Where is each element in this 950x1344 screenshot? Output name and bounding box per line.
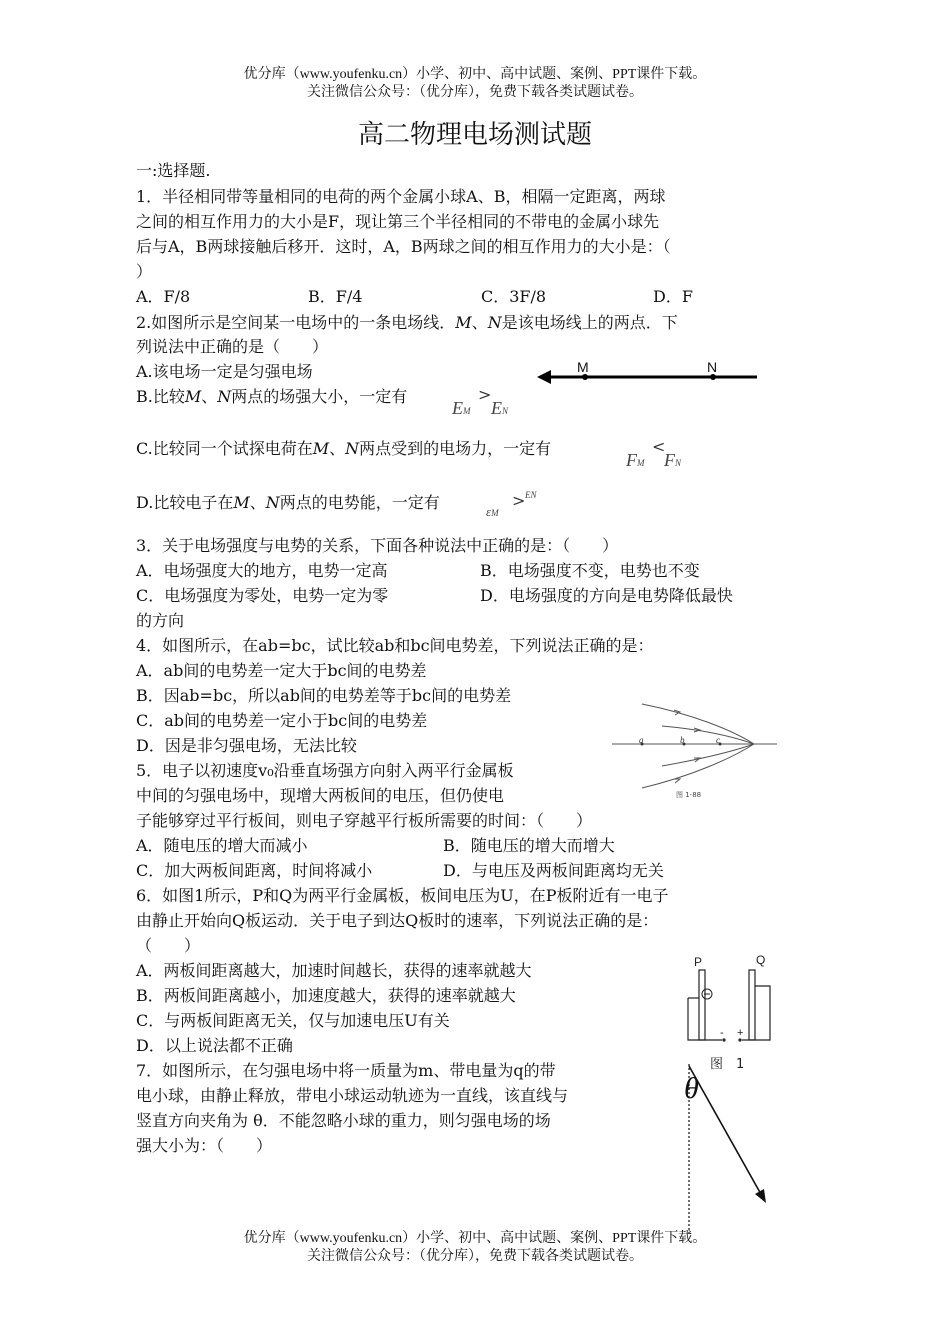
- terminal-minus-label: -: [720, 1027, 724, 1039]
- q2-d-eps-sub: M: [491, 508, 499, 518]
- plate-q-label: Q: [756, 953, 766, 967]
- q3-option-c: C．电场强度为零处，电势一定为零: [136, 586, 389, 605]
- plate-p: [699, 970, 705, 1040]
- q1-option-a: A．F/8: [136, 287, 191, 306]
- q2-option-d: [136, 492, 440, 514]
- page-header-line1: 优分库（www.youfenku.cn）小学、初中、高中试题、案例、PPT课件下载。: [243, 67, 707, 82]
- wire-right: [742, 986, 770, 1040]
- q2-d-mid: 两点的电势能，一定有: [279, 493, 440, 512]
- q7-line1: 7．如图所示，在匀强电场中将一质量为m、带电量为q的带: [136, 1061, 556, 1080]
- q1-line1: 1．半径相同带等量相同的电荷的两个金属小球A、B，相隔一定距离，两球: [136, 187, 666, 206]
- q3-option-a: A．电场强度大的地方，电势一定高: [136, 561, 388, 580]
- page-header-line2: 关注微信公众号：（优分库），免费下载各类试题试卷。: [307, 85, 643, 100]
- q3-option-d: D．电场强度的方向是电势降低最快: [480, 586, 733, 605]
- q5-option-d: D．与电压及两板间距离均无关: [443, 861, 664, 880]
- q1-line2: 之间的相互作用力的大小是F，现让第三个半径相同的不带电的金属小球先: [136, 212, 660, 231]
- q5-line1: 5．电子以初速度v₀沿垂直场强方向射入两平行金属板: [136, 761, 514, 780]
- q2-c-fn: [664, 450, 681, 471]
- q7-line3: 竖直方向夹角为 θ．不能忽略小球的重力，则匀强电场的场: [136, 1111, 551, 1130]
- q5-line2: 中间的匀强电场中，现增大两板间的电压，但仍使电: [136, 786, 505, 805]
- q6-option-a: A．两板间距离越大，加速时间越长，获得的速率就越大: [136, 961, 532, 980]
- q4-line1: 4．如图所示，在ab=bc，试比较ab和bc间电势差，下列说法正确的是：: [136, 636, 654, 655]
- q2-d-eps-m: [486, 504, 499, 520]
- q2-d-en-sub: N: [530, 490, 537, 500]
- q2-c-n: N: [345, 439, 360, 458]
- field-line-figure: [535, 355, 765, 395]
- q5-option-a: A．随电压的增大而减小: [136, 836, 308, 855]
- q2-b-en-sub: N: [502, 406, 509, 416]
- q5-line3: 子能够穿过平行板间，则电子穿越平行板所需要的时间：（ ）: [136, 811, 593, 830]
- figure-label-a: a: [639, 735, 644, 745]
- q2-b-en: [491, 398, 508, 419]
- q2-d-greater-than: >: [512, 491, 526, 510]
- q5-option-c: C．加大两板间距离，时间将减小: [136, 861, 373, 880]
- q1-option-c: C．3F/8: [481, 287, 547, 306]
- q2-line2: 列说法中正确的是（ ）: [136, 337, 329, 356]
- q7-line4: 强大小为：（ ）: [136, 1136, 273, 1155]
- q4-option-a: A．ab间的电势差一定大于bc间的电势差: [136, 661, 427, 680]
- arrow-bottom: [674, 779, 680, 783]
- q2-line1-post: 是该电场线上的两点．下: [501, 313, 678, 332]
- q4-option-d: D．因是非匀强电场，无法比较: [136, 736, 357, 755]
- q1-option-d: D．F: [653, 287, 693, 306]
- q1-line3: 后与A，B两球接触后移开．这时，A，B两球之间的相互作用力的大小是：（: [136, 237, 671, 256]
- terminal-plus-label: +: [737, 1027, 744, 1039]
- q2-line1-n: N: [487, 313, 502, 332]
- q2-c-fm-sub: M: [637, 458, 645, 468]
- page-footer-line2: 关注微信公众号：（优分库），免费下载各类试题试卷。: [307, 1249, 643, 1264]
- q6-line3: （ ）: [136, 936, 201, 955]
- q2-c-fm: [626, 450, 645, 471]
- q2-d-en-letter: E: [525, 490, 531, 500]
- q2-line1: [136, 312, 678, 334]
- q2-line1-pre: 2.如图所示是空间某一电场中的一条电场线．: [136, 313, 456, 332]
- plate-q: [749, 970, 755, 1040]
- q2-b-n: N: [217, 387, 232, 406]
- q2-b-sep: 、: [201, 387, 218, 406]
- figure-label-m: M: [577, 359, 589, 375]
- q6-option-c: C．与两板间距离无关，仅与加速电压U有关: [136, 1011, 450, 1030]
- q6-line2: 由静止开始向Q板运动．关于电子到达Q板时的速率，下列说法正确的是：: [136, 911, 659, 930]
- q2-c-fn-sub: N: [675, 458, 682, 468]
- q1-option-b: B．F/4: [308, 287, 363, 306]
- q2-b-em: [452, 398, 471, 419]
- figure-label-c: c: [716, 735, 720, 745]
- figure-label-n: N: [707, 359, 718, 375]
- q2-option-c: [136, 438, 551, 460]
- q2-b-pre: B.比较: [136, 387, 185, 406]
- q2-c-m: M: [312, 439, 330, 458]
- q2-option-a: A.该电场一定是匀强电场: [136, 362, 313, 381]
- q2-b-e-sub: M: [463, 406, 471, 416]
- q2-d-en: [525, 490, 537, 500]
- page-footer-line1: 优分库（www.youfenku.cn）小学、初中、高中试题、案例、PPT课件下载。: [243, 1231, 707, 1246]
- q5-option-b: B．随电压的增大而增大: [443, 836, 615, 855]
- q2-b-en-letter: E: [491, 398, 502, 418]
- field-line-lower: [662, 744, 754, 766]
- field-line-upper: [662, 726, 754, 744]
- q2-d-eps-letter: ε: [486, 504, 492, 519]
- q6-line1: 6．如图1所示，P和Q为两平行金属板，板间电压为U，在P板附近有一电子: [136, 886, 669, 905]
- theta-label: θ: [684, 1072, 699, 1105]
- q4-option-c: C．ab间的电势差一定小于bc间的电势差: [136, 711, 428, 730]
- q2-c-fn-letter: F: [664, 450, 675, 470]
- field-line-bottom: [642, 744, 754, 788]
- trajectory-line: [689, 1066, 762, 1196]
- q2-c-mid: 两点受到的电场力，一定有: [359, 439, 552, 458]
- q2-d-sep: 、: [249, 493, 266, 512]
- q2-b-e-letter: E: [452, 398, 463, 418]
- q4-option-b: B．因ab=bc，所以ab间的电势差等于bc间的电势差: [136, 686, 512, 705]
- q6-option-d: D．以上说法都不正确: [136, 1036, 293, 1055]
- q2-b-greater-than: >: [478, 385, 492, 404]
- section-heading: 一:选择题.: [136, 161, 211, 180]
- figure-caption: 图 1-88: [676, 791, 702, 799]
- q1-line4: ）: [136, 262, 153, 281]
- field-line-arrowhead: [537, 370, 551, 384]
- q2-d-m: M: [233, 493, 250, 512]
- figure-1-caption: 图 1: [710, 1057, 745, 1072]
- q2-option-b: [136, 386, 407, 408]
- q2-b-mid: 两点的场强大小，一定有: [231, 387, 408, 406]
- q2-line1-sep: 、: [471, 313, 488, 332]
- q2-b-m: M: [184, 387, 202, 406]
- q7-line2: 电小球，由静止释放，带电小球运动轨迹为一直线，该直线与: [136, 1086, 569, 1105]
- q2-c-pre: C.比较同一个试探电荷在: [136, 439, 313, 458]
- q3-line4: 的方向: [136, 611, 185, 630]
- q6-option-b: B．两板间距离越小，加速度越大，获得的速率就越大: [136, 986, 516, 1005]
- figure-label-b: b: [680, 735, 685, 745]
- q2-c-sep: 、: [329, 439, 346, 458]
- q2-c-fm-letter: F: [626, 450, 637, 470]
- field-line-top: [642, 704, 754, 744]
- q3-line1: 3．关于电场强度与电势的关系，下面各种说法中正确的是：（ ）: [136, 536, 619, 555]
- q2-c-less-than: <: [652, 437, 666, 456]
- plate-p-label: P: [694, 955, 703, 969]
- q2-d-n: N: [265, 493, 280, 512]
- q2-d-pre: D.比较电子在: [136, 493, 234, 512]
- q3-option-b: B．电场强度不变，电势也不变: [480, 561, 700, 580]
- q2-line1-m: M: [455, 313, 472, 332]
- trajectory-arrowhead: [755, 1189, 766, 1203]
- converging-field-figure: [612, 696, 782, 806]
- page-title: 高二物理电场测试题: [357, 120, 592, 150]
